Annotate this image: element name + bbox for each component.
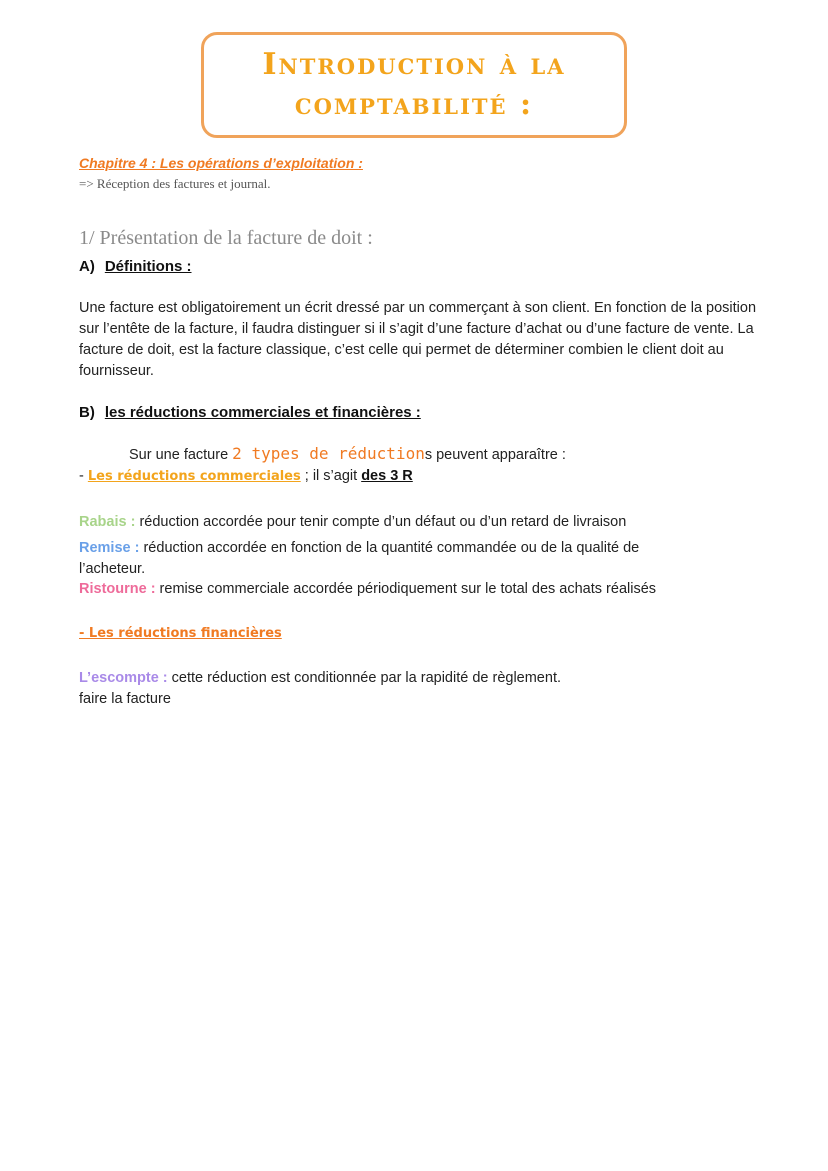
heading-a: [79, 258, 192, 275]
section-1-title: 1/ Présentation de la facture de doit :: [79, 227, 373, 249]
ristourne-text: remise commerciale accordée périodiquement sur le total des achats réalisés: [155, 581, 657, 597]
remise-text: réduction accordée en fonction de la quantité commandée ou de la qualité de: [139, 540, 640, 556]
commercial-line: [79, 468, 413, 484]
commercial-middle: ; il s’agit: [300, 468, 362, 484]
remise-line: [79, 540, 639, 556]
commercial-label: Les réductions commerciales: [87, 469, 301, 484]
commercial-bold: des 3 R: [361, 468, 413, 484]
title-line-2: comptabilité :: [294, 87, 534, 122]
heading-a-letter: A): [79, 258, 95, 275]
heading-a-text: Définitions :: [104, 258, 192, 275]
ristourne-label: Ristourne :: [79, 581, 156, 597]
commercial-dash: -: [79, 468, 88, 484]
ristourne-line: [79, 581, 656, 597]
rabais-label: Rabais :: [79, 514, 136, 530]
types-suffix: s peuvent apparaître :: [424, 447, 566, 463]
remise-line-2: l’acheteur.: [79, 561, 146, 577]
types-line: [129, 444, 566, 463]
rabais-text: réduction accordée pour tenir compte d’un défaut ou d’un retard de livraison: [135, 514, 627, 530]
rabais-line: [79, 514, 626, 530]
title-line-1: Introduction à la: [262, 47, 566, 82]
heading-b-text: les réductions commerciales et financières :: [104, 404, 421, 421]
remise-label: Remise :: [79, 540, 140, 556]
chapter-subtitle: => Réception des factures et journal.: [79, 176, 271, 191]
types-prefix: Sur une facture: [129, 447, 233, 463]
last-line: faire la facture: [79, 691, 171, 707]
escompte-line: [79, 670, 561, 686]
definition-paragraph: Une facture est obligatoirement un écrit dressé par un commerçant à son client. En fonction de la position sur l’entête de la facture, il faudra distinguer si il s’agit d’une facture d’achat ou d’une facture de vente. La facture de doit, est la facture classique, c’est celle qui permet de déterminer combien le client doit au fournisseur.: [79, 300, 757, 379]
financial-heading: - Les réductions financières: [79, 626, 282, 641]
escompte-text: cette réduction est conditionnée par la rapidité de règlement.: [167, 670, 561, 686]
escompte-label: L’escompte :: [79, 670, 168, 686]
title-box: [201, 32, 627, 138]
types-highlight: 2 types de réduction: [232, 444, 425, 463]
heading-b-letter: B): [79, 404, 95, 421]
heading-b: [79, 404, 421, 421]
chapter-heading: Chapitre 4 : Les opérations d’exploitation :: [79, 155, 363, 171]
